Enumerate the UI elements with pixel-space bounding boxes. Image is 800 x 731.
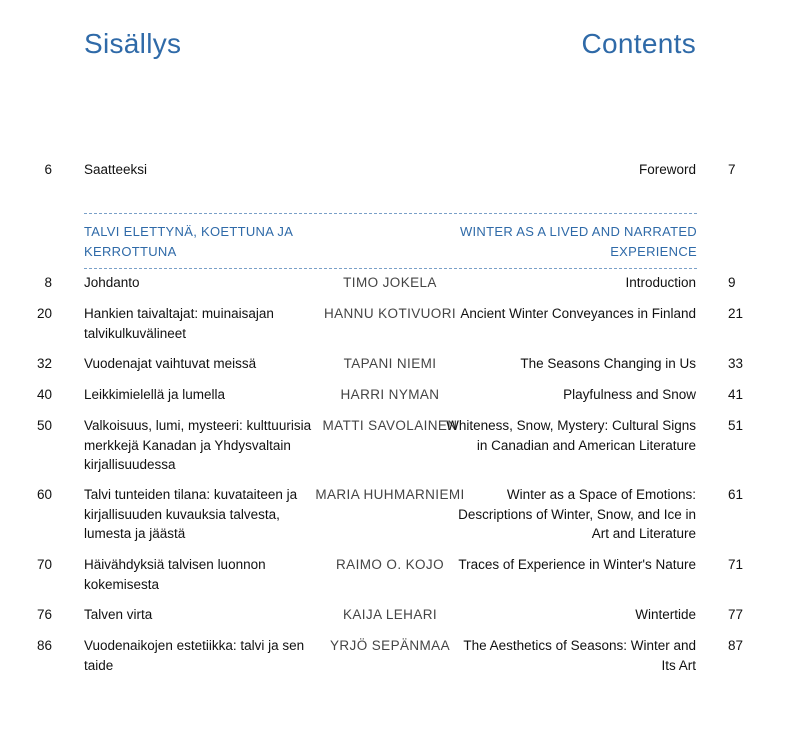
page-number-en: 33 [728, 356, 744, 371]
title-fi: Valkoisuus, lumi, mysteeri: kulttuurisia merkkejä Kanadan ja Yhdysvaltain kirjallisuudessa [84, 418, 312, 472]
title-fi: Johdanto [84, 275, 140, 290]
page-number-fi: 40 [36, 387, 52, 402]
page-number-fi: 20 [36, 306, 52, 321]
page-number-fi: 32 [36, 356, 52, 371]
section-header [84, 213, 697, 269]
page-number-en: 51 [728, 418, 744, 433]
title-en: Wintertide [635, 607, 696, 622]
page-number-fi: 50 [36, 418, 52, 433]
title-fi: Talvi tunteiden tilana: kuvataiteen ja kirjallisuuden kuvauksia talvesta, lumesta ja jäästä [84, 487, 298, 541]
title-en: Foreword [638, 162, 696, 177]
page-number-en: 87 [728, 638, 744, 653]
page-number-en: 21 [728, 306, 744, 321]
title-en: Playfulness and Snow [563, 387, 696, 402]
author-name: HANNU KOTIVUORI [323, 306, 456, 321]
page-number-fi: 6 [44, 162, 52, 177]
page-number-fi: 86 [36, 638, 52, 653]
author-name: RAIMO O. KOJO [336, 557, 444, 572]
title-en: Ancient Winter Conveyances in Finland [460, 306, 696, 321]
page-number-fi: 76 [36, 607, 52, 622]
page-number-en: 71 [728, 557, 744, 572]
author-name: KAIJA LEHARI [342, 607, 438, 622]
page-number-en: 77 [728, 607, 744, 622]
page-number-en: 7 [728, 162, 736, 177]
title-en: The Aesthetics of Seasons: Winter and Its Art [463, 638, 696, 673]
author-name: MATTI SAVOLAINEN [322, 418, 458, 433]
title-en: Traces of Experience in Winter's Nature [458, 557, 696, 572]
page-number-fi: 60 [36, 487, 52, 502]
title-fi: Vuodenaikojen estetiikka: talvi ja sen taide [84, 638, 305, 673]
title-en: Winter as a Space of Emotions: Descriptions of Winter, Snow, and Ice in Art and Literature [458, 487, 696, 541]
title-fi: Leikkimielellä ja lumella [84, 387, 226, 402]
section-title-fi: TALVI ELETTYNÄ, KOETTUNA JA KERROTTUNA [84, 224, 293, 259]
title-en: Introduction [625, 275, 696, 290]
page-number-en: 61 [728, 487, 744, 502]
title-en: Whiteness, Snow, Mystery: Cultural Signs in Canadian and American Literature [446, 418, 696, 453]
title-fi: Vuodenajat vaihtuvat meissä [84, 356, 257, 371]
section-title-en: WINTER AS A LIVED AND NARRATED EXPERIENCE [459, 224, 697, 259]
title-fi: Talven virta [84, 607, 153, 622]
author-name: YRJÖ SEPÄNMAA [330, 638, 450, 653]
page-number-fi: 70 [36, 557, 52, 572]
title-fi: Häivähdyksiä talvisen luonnon kokemisesta [84, 557, 266, 592]
page-number-fi: 8 [44, 275, 52, 290]
title-en: The Seasons Changing in Us [520, 356, 696, 371]
author-name: MARIA HUHMARNIEMI [315, 487, 465, 502]
title-fi: Saatteeksi [84, 162, 148, 177]
title-fi: Hankien taivaltajat: muinaisajan talvikulkuvälineet [84, 306, 274, 341]
author-name: TAPANI NIEMI [343, 356, 437, 371]
author-name: HARRI NYMAN [340, 387, 440, 402]
author-name: TIMO JOKELA [343, 275, 437, 290]
contents-title-fi: Sisällys [84, 28, 182, 59]
page-number-en: 9 [728, 275, 736, 290]
contents-title-en: Contents [581, 28, 696, 59]
page-number-en: 41 [728, 387, 744, 402]
